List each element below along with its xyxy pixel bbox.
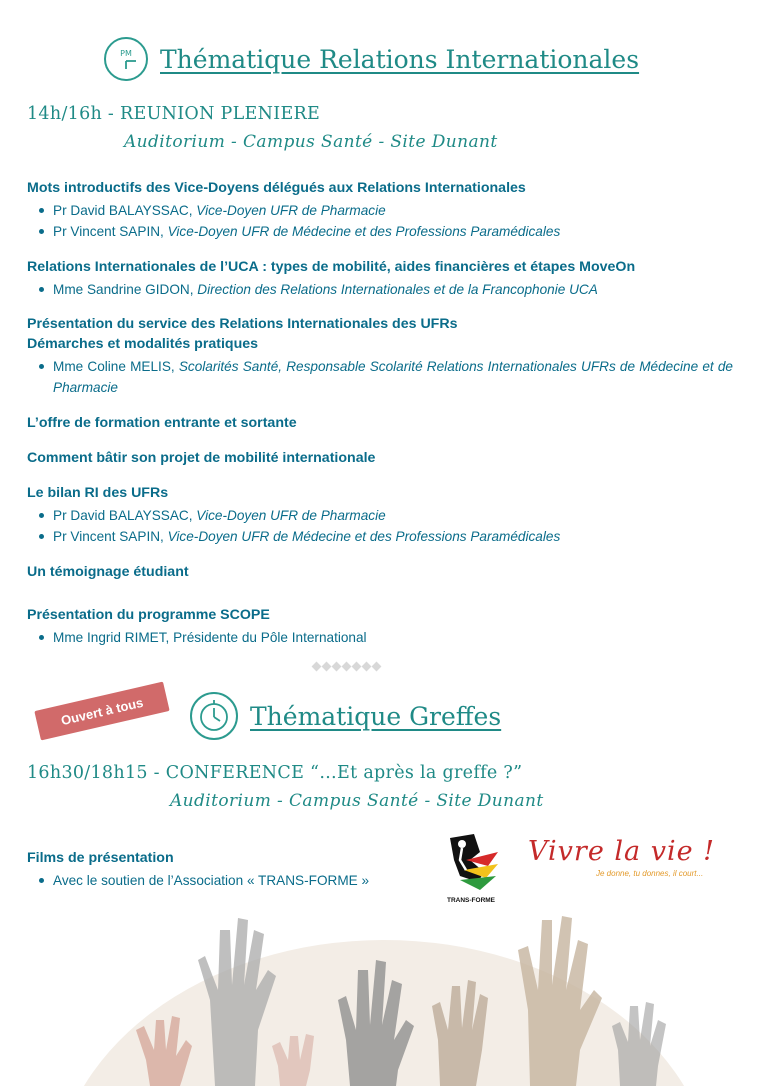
open-to-all-badge: Ouvert à tous (34, 682, 169, 741)
speaker-role: Vice-Doyen UFR de Médecine et des Professions Paramédicales (167, 529, 561, 544)
separator-diamonds (313, 663, 380, 670)
speaker-role: Direction des Relations Internationales et de la Francophonie UCA (197, 282, 598, 297)
agenda-block-title: Mots introductifs des Vice-Doyens délégués aux Relations Internationales (27, 180, 526, 196)
speaker-name: Mme Coline MELIS, (53, 359, 179, 374)
agenda-block (27, 448, 733, 468)
agenda-block-title: Présentation du programme SCOPE (27, 607, 270, 623)
agenda-block-title: Présentation du service des Relations Internationales des UFRs (27, 316, 458, 332)
speaker-list (27, 505, 733, 547)
agenda-block (27, 413, 733, 433)
agenda-block-title: Démarches et modalités pratiques (27, 336, 259, 352)
agenda-block (27, 483, 733, 547)
section-title: Thématique Greffes (250, 701, 502, 731)
list-item (53, 221, 733, 242)
event-time-title: 14h/16h - REUNION PLENIERE (27, 104, 321, 124)
list-item (53, 279, 733, 300)
speaker-name: Pr Vincent SAPIN, (53, 224, 168, 239)
agenda-block (27, 562, 733, 582)
section-title: Thématique Relations Internationales (160, 44, 640, 74)
list-item (53, 526, 733, 547)
films-block (27, 848, 427, 891)
raised-hands-illustration (0, 890, 768, 1086)
section-heading-relations (104, 37, 639, 81)
speaker-role: Scolarités Santé, Responsable Scolarité Relations Internationales UFRs de Médecine et de Pharmacie (53, 359, 733, 395)
speaker-name: Pr David BALAYSSAC, (53, 203, 197, 218)
agenda-block (27, 314, 733, 398)
agenda-block (27, 257, 733, 300)
speaker-role: Vice-Doyen UFR de Pharmacie (196, 203, 386, 218)
section-heading-greffes (190, 692, 501, 740)
agenda-block-title: Le bilan RI des UFRs (27, 485, 169, 501)
speaker-list (27, 627, 733, 648)
speaker-list (27, 356, 733, 398)
agenda-block-title: Un témoignage étudiant (27, 564, 189, 580)
vivre-la-vie-tagline: Je donne, tu donnes, il court... (596, 869, 704, 878)
list-item: Avec le soutien de l’Association « TRANS-FORME » (53, 870, 427, 891)
list-item (53, 356, 733, 398)
agenda-block-title: Relations Internationales de l’UCA : types de mobilité, aides financières et étapes MoveOn (27, 259, 636, 275)
list-item (53, 505, 733, 526)
agenda-block (27, 178, 733, 242)
event-venue: Auditorium - Campus Santé - Site Dunant (124, 132, 498, 152)
event-time-title: 16h30/18h15 - CONFERENCE “…Et après la greffe ?” (27, 763, 523, 783)
list-item (53, 627, 733, 648)
films-title: Films de présentation (27, 850, 174, 866)
speaker-list (27, 279, 733, 300)
vivre-la-vie-logo (528, 836, 715, 878)
pm-clock-icon (104, 37, 148, 81)
stopwatch-icon (190, 692, 238, 740)
speaker-name: Mme Ingrid RIMET, Présidente du Pôle International (53, 630, 367, 645)
speaker-name: Pr David BALAYSSAC, (53, 508, 197, 523)
event-venue: Auditorium - Campus Santé - Site Dunant (170, 791, 544, 811)
speaker-role: Vice-Doyen UFR de Médecine et des Professions Paramédicales (167, 224, 561, 239)
list-item (53, 200, 733, 221)
agenda-block-title: Comment bâtir son projet de mobilité internationale (27, 450, 376, 466)
speaker-role: Vice-Doyen UFR de Pharmacie (196, 508, 386, 523)
pm-logo-text: PM (120, 49, 132, 58)
agenda-block-title: L’offre de formation entrante et sortante (27, 415, 297, 431)
trans-forme-text: TRANS-FORME (446, 897, 496, 904)
speaker-name: Pr Vincent SAPIN, (53, 529, 168, 544)
agenda-block (27, 605, 733, 648)
vivre-la-vie-title: Vivre la vie ! (528, 836, 715, 867)
speaker-name: Mme Sandrine GIDON, (53, 282, 198, 297)
speaker-list (27, 200, 733, 242)
